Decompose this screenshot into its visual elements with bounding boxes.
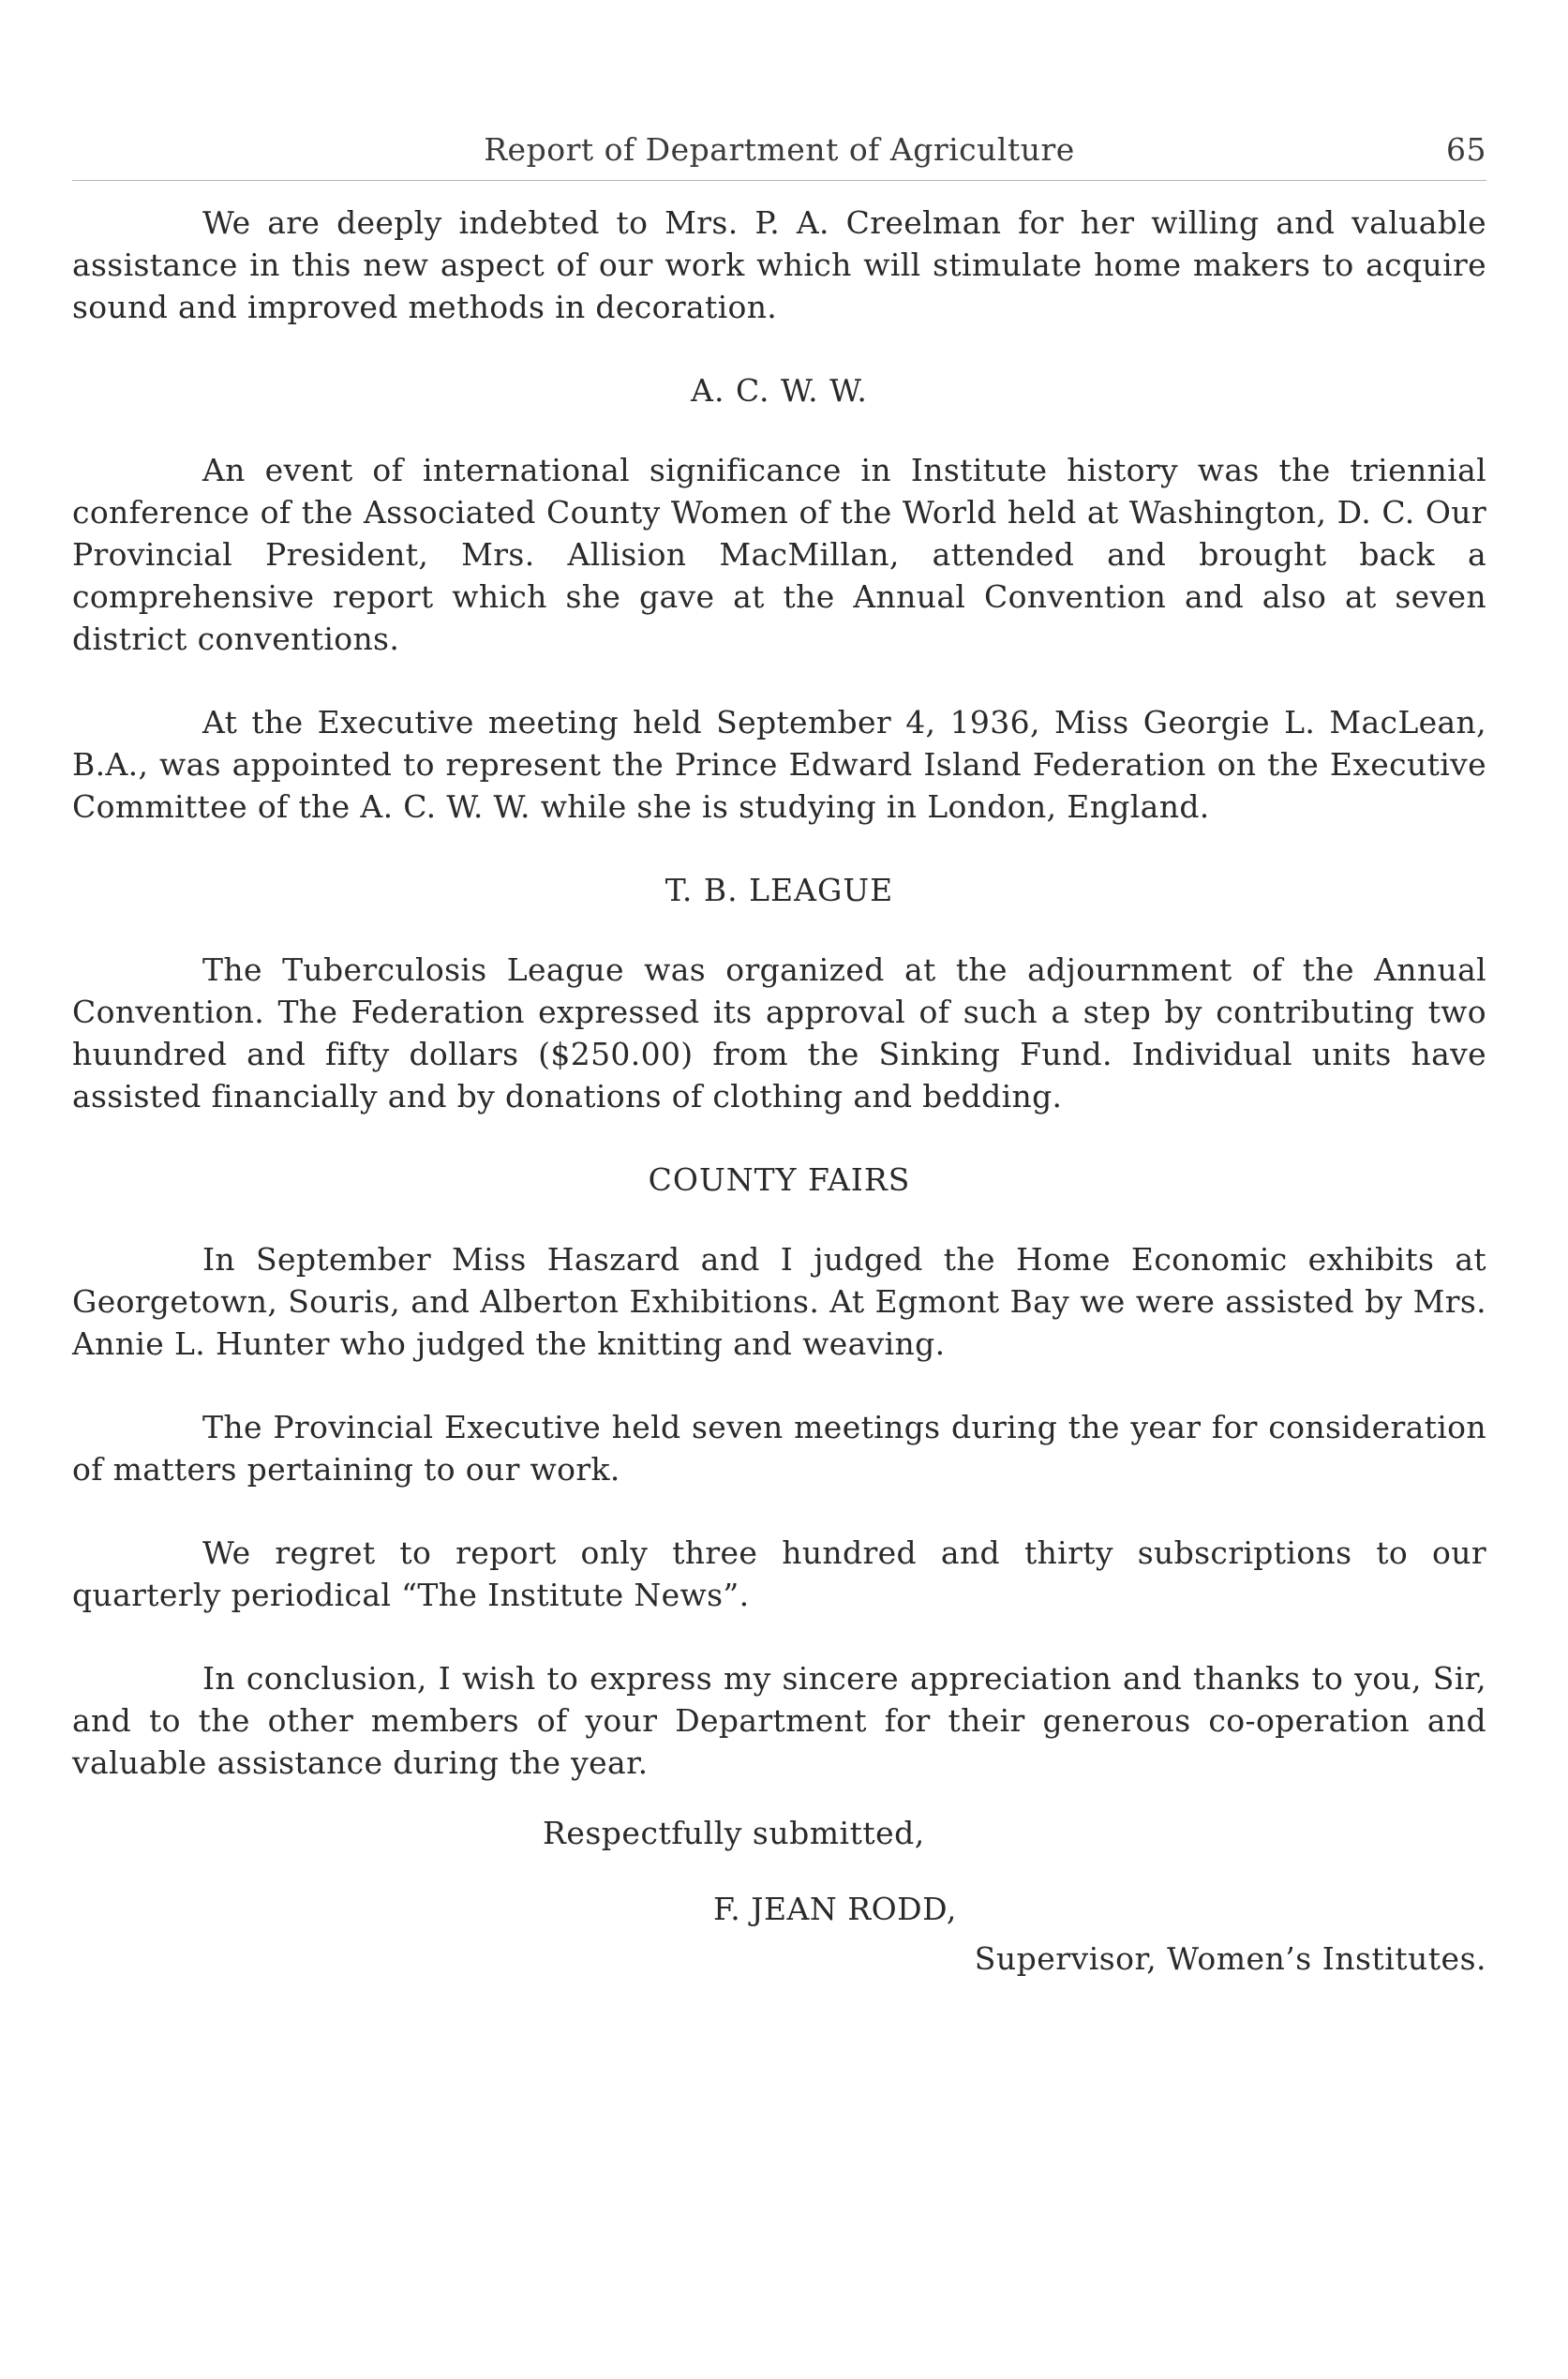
document-page [72,131,1486,1980]
sign-off: Respectfully submitted, [543,1815,925,1851]
running-header [72,131,1486,180]
paragraph-acww-conference: An event of international significance in Institute history was the triennial conference of the Associated County Women of the World held at Washington, D. C. Our Provincial President, Mrs. Allision MacMillan, attended and brought back a comprehensive report which she gave at the Annual Convention and also at seven district conventions. [72,452,1486,657]
signature: F. JEAN RODD, [713,1891,957,1927]
paragraph-acww-executive: At the Executive meeting held September 4, 1936, Miss Georgie L. MacLean, B.A., was appointed to represent the Prince Edward Island Federation on the Executive Committee of the A. C. W. W. while she is studying in London, England. [72,704,1486,825]
signatory-title: Supervisor, Women’s Institutes. [974,1940,1486,1977]
paragraph-subscriptions: We regret to report only three hundred and thirty subscriptions to our quarterly periodical “The Institute News”. [72,1534,1486,1613]
header-rule [72,180,1486,181]
section-heading-tb-league: T. B. LEAGUE [665,872,894,908]
section-heading-acww: A. C. W. W. [691,372,868,409]
paragraph-tb-league: The Tuberculosis League was organized at the adjournment of the Annual Convention. The Federation expressed its approval of such a step by contributing two huundred and fifty dollars ($250.00) from the Sinking Fund. Individual units have assisted financially and by donations of clothing and bedding. [72,951,1486,1115]
paragraph-provincial-executive: The Provincial Executive held seven meetings during the year for consideration of matters pertaining to our work. [72,1409,1486,1488]
paragraph-creelman: We are deeply indebted to Mrs. P. A. Creelman for her willing and valuable assistance in this new aspect of our work which will stimulate home makers to acquire sound and improved methods in decoration. [72,204,1486,325]
page-number: 65 [1446,131,1486,168]
running-title: Report of Department of Agriculture [484,131,1075,168]
closing-block [72,1812,1486,1980]
paragraph-conclusion: In conclusion, I wish to express my sincere appreciation and thanks to you, Sir, and to the other members of your Department for their generous co-operation and valuable assistance during the year. [72,1660,1486,1781]
paragraph-county-fairs: In September Miss Haszard and I judged the Home Economic exhibits at Georgetown, Souris, and Alberton Exhibitions. At Egmont Bay we were assisted by Mrs. Annie L. Hunter who judged the knitting and weaving. [72,1241,1486,1362]
section-heading-county-fairs: COUNTY FAIRS [648,1161,911,1198]
